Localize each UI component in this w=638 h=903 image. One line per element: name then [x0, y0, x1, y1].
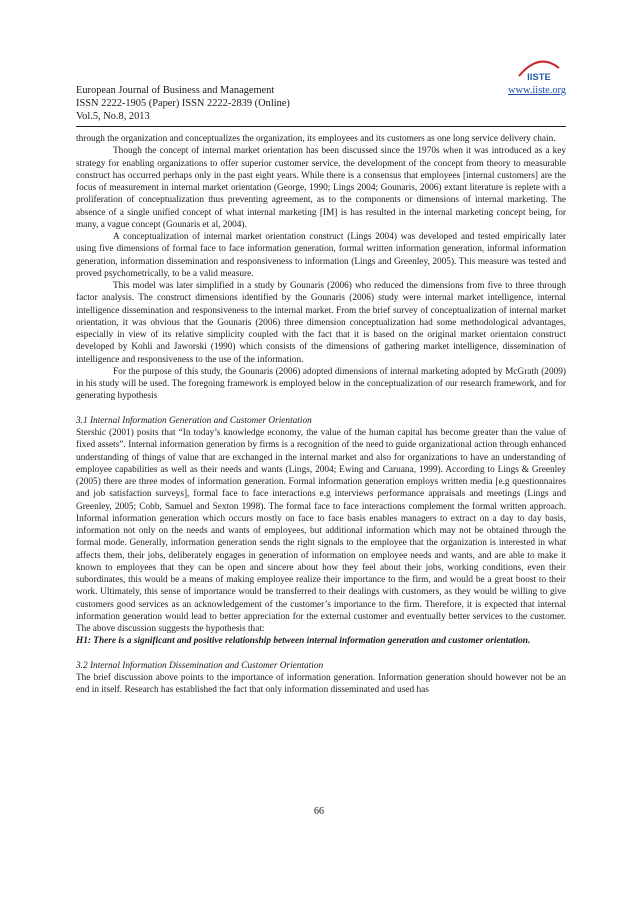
logo-text: IISTE: [527, 72, 551, 82]
article-body: [76, 133, 566, 697]
paragraph-study-purpose: For the purpose of this study, the Gounaris (2006) adopted dimensions of internal marketing adopted by McGrath (2009) in his study will be used. The foregoing framework is employed below in the conceptualization of our research framework, and for generating hypothesis: [76, 366, 566, 402]
header-line-1: [76, 84, 566, 97]
paragraph-gounaris-model: This model was later simplified in a study by Gounaris (2006) who reduced the dimensions from five to three through factor analysis. The construct dimensions identified by the Gounaris (2006) study were internal market intelligence, internal intelligence dissemination and responsiveness to the internal market. From the brief survey of conceptualization of internal market orientation, it was obvious that the Gounaris (2006) three dimension conceptualization had some methodological advantages, especially in view of its relative simplicity coupled with the fact that it is based on the original market orientaion construct developed by Kohli and Jaworski (1990) which consists of the dimensions of gathering market intelligence, dissemination of intelligence and responsiveness to the use of the information.: [76, 281, 566, 365]
paragraph-imo-concept: Though the concept of internal market orientation has been discussed since the 1970s when it was introduced as a key strategy for enabling organizations to offer superior customer service, the development of the concept from theory to measurable construct has occurred perhaps only in the past eight years. While there is a consensus that employees [internal customers] are the focus of measurement in internal market orientation (George, 1990; Lings 2004; Gounaris, 2006) extant literature is replete with a proliferation of conceptualization thus preventing agreement, as to the components or dimensions of internal marketing. The absence of a single unified concept of what internal marketing [IM] is has resulted in the internal marketing concept being, for many, a vague concept (Gounaris et al, 2004).: [76, 146, 566, 230]
volume-line: Vol.5, No.8, 2013: [76, 111, 150, 122]
running-header: [76, 84, 566, 123]
journal-title: European Journal of Business and Management: [76, 85, 275, 96]
paragraph-information-generation: Stershic (2001) posits that “In today’s knowledge economy, the value of the human capital has become greater than the value of fixed assets”. Internal information generation by firms is a recognition of the need to guide organizational action through enhanced understanding of things of value that are exchanged in the internal market and also for organizations to have an understanding of employee capabilities as well as their needs and wants (Lings, 2004; Ewing and Caruana, 1999). According to Lings & Greenley (2005) there are three modes of information generation. Formal information generation employs written media [e.g questionnaires and job satisfaction surveys], formal face to face interactions e.g interviews performance appraisals and meetings (Lings and Greenley, 2005; Cobb, Samuel and Sexton 1998). The formal face to face interactions complement the formal written approach. Informal information generation which occurs mostly on face to face basis enables managers to extract on a day to day basis, information not only on the needs and wants of employees, but additional information which may not be obtained through the formal mode. Generally, information generation sends the right signals to the employee that the organization is interested in what affects them, their jobs, deliberately engages in generation of information on employee needs and wants, and are able to make it known to employees that they can be open and sincere about how they feel about their jobs, working conditions, even their subordinates, this would be a means of making employee realize their importance to the firm, and would be a great boost to their work. Ultimately, this sense of importance would be transferred to their dealings with customers, as they would be willing to give customers good services as an acknowledgement of the customer’s importance to the firm. Therefore, it is expected that internal information generation would lead to better appreciation for the external customer and eventually better services to the customer. The above discussion suggests the hypothesis that:: [76, 428, 566, 634]
iiste-logo: [516, 56, 562, 82]
issn-line: ISSN 2222-1905 (Paper) ISSN 2222-2839 (Online): [76, 98, 290, 109]
paragraph-information-dissemination: The brief discussion above points to the importance of information generation. Information generation should however not be an end in itself. Research has established the fact that only information disseminated and used has: [76, 673, 566, 696]
section-heading-3-2: 3.2 Internal Information Dissemination and Customer Orientation: [76, 660, 324, 671]
page-number: 66: [314, 806, 324, 817]
section-heading-3-1: 3.1 Internal Information Generation and Customer Orientation: [76, 415, 312, 426]
spacer: [76, 648, 566, 660]
paragraph-continuation: through the organization and conceptualizes the organization, its employees and its customers as one long service delivery chain.: [76, 134, 556, 144]
header-rule: [76, 126, 566, 127]
hypothesis-h1: H1: There is a significant and positive relationship between internal information generation and customer orientation.: [76, 636, 531, 647]
journal-url-link[interactable]: www.iiste.org: [507, 85, 566, 96]
spacer: [76, 403, 566, 415]
paragraph-lings-construct: A conceptualization of internal market orientation construct (Lings 2004) was developed and tested empirically later using five dimensions of formal face to face information generation, formal written information generation, informal information generation, information dissemination and responsiveness to information (Lings and Greenley, 2005). This measure was tested and proved psychometrically, to be a valid measure.: [76, 232, 566, 279]
